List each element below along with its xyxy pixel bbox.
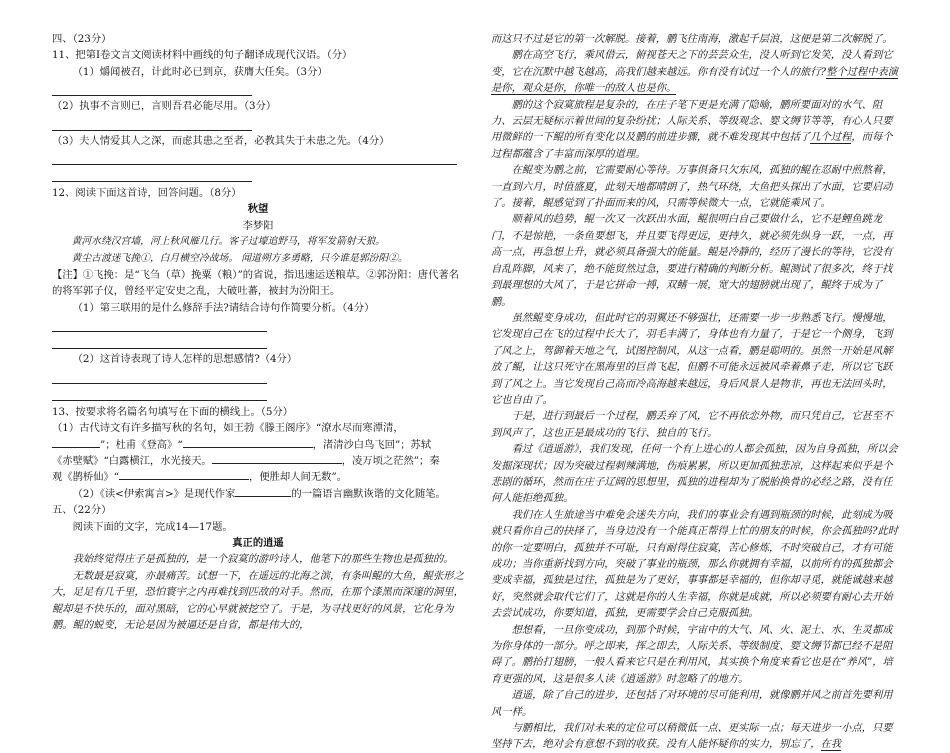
underlined-phrase: 几个过程 xyxy=(810,131,852,144)
question-12-2: （2）这首诗表现了诗人怎样的思想感情?（4分） xyxy=(72,353,298,366)
essay-paragraph: 顺着风的趋势，鲲一次又一次跃出水面，鲲很明白自己要做什么，它不是鲤鱼跳龙门，不是惊艳，一条鱼要想飞，并且要飞得更远，更持久，就必须先纵身一跃，一点，再高一点，再急想上升，就必须具备强大的能量。鲲是冷静的，经历了漫长的等待，它没有自乱阵脚，风来了，绝不能贸然过急，要进行精确的判断分析。鲲测试了很多次，终于找到最理想的大风了，于是它拼命一搏，双鳍一展，宽大的翅膀就出现了，鲲终于成为了鹏。 xyxy=(491,213,893,308)
poem-author: 李梦阳 xyxy=(242,219,274,232)
reading-instruction: 阅读下面的文字，完成14—17题。 xyxy=(72,520,233,533)
question-11: 11、把第Ⅰ卷文言文阅读材料中画线的句子翻译成现代汉语。（分） xyxy=(52,49,353,62)
question-12-1: （1）第三联用的是什么修辞手法?请结合诗句作简要分析。（4分） xyxy=(72,301,375,314)
essay-paragraph: 虽然鲲变身成功，但此时它的羽翼还不够强壮，还需要一步一步熟悉飞行。慢慢地，它发现自己在飞的过程中长大了，羽毛丰满了，身体也有力量了，于是它一个侧身，飞到了风之上，驾御着天地之气，试图控制风，从这一点看，鹏是聪明的。虽然一开始是风解放了鲲，让这只死守在黑海里的巨兽飞起，但鹏不可能永远被风牵着鼻子走，所以它飞跃到了风之上。当它发现自己高而冷高海越来越远，身后风景人是物非，再也无法回头时，它也自由了。 xyxy=(491,311,893,406)
section-four-heading: 四、（23分） xyxy=(52,33,112,45)
underlined-sentence: 整个过程中表演是你，观众是你，你唯一的敌人也是你。 xyxy=(491,65,899,95)
essay-paragraph: 无数最是寂寞，亦最痛苦。试想一下，在遥远的北海之滨，有条叫鲲的大鱼，鲲张形之大，足足有几千里，恐怕寰宇之内再难找到匹敌的对手。然而，在那个漆黑而深邃的洞里，鲲却是不快乐的，面对黑暗，它的心早就被挖空了。于是，为寻找更好的风景，它化身为鹏。鲲的蜕变，无论是因为被逼还是自省，都是伟大的， xyxy=(52,569,464,631)
essay-paragraph: 逍遥，除了自己的进步，还包括了对环境的尽可能利用，就像鹏并风之前首先要利用风一样。 xyxy=(491,689,893,718)
fill-blank[interactable] xyxy=(119,469,249,480)
essay-paragraph: 于是，进行到最后一个过程，鹏丢弃了风，它不再依恋外物，而只凭自己，它甚至不到风声了，这也正是最成功的飞行、独自的飞行。 xyxy=(491,410,893,439)
poem-note: 【注】①飞挽：是“飞刍（草）挽粟（粮）”的省说，指迅速运送粮草。②郭汾阳：唐代著名的将军郭子仪，曾经平定安史之乱，大破吐蕃，被封为汾阳王。 xyxy=(52,269,459,298)
poem-line-2: 黄尘古渡迷飞挽①，白月横空冷战场。 闻道朔方多勇略，只今谁是郭汾阳②。 xyxy=(71,252,408,264)
fill-blank[interactable] xyxy=(235,486,291,497)
section-five-heading: 五、（22分） xyxy=(52,504,112,517)
answer-line[interactable] xyxy=(52,167,252,182)
right-column xyxy=(491,31,901,751)
question-13-part-c: 《赤壁赋》“白露横江，水光接天。 ，凌万顷之茫然”；秦 xyxy=(52,454,440,467)
essay-paragraph: 看过《逍遥游》，我们发现，任何一个有上进心的人都会孤独，因为自身孤独，所以会发掘深现状；因为突破过程刺辣满地，伤痕累累，所以更加孤独悲凉，这样起来似乎是个悲剧的循环，然而在庄子辽阔的思想里，孤独的进程却为了脱胎换骨的必经之路，没有任何人能拒绝孤独。 xyxy=(491,443,898,505)
answer-line[interactable] xyxy=(52,386,267,401)
essay-paragraph: 我始终觉得庄子是孤独的，是一个寂寞的游吟诗人，他笔下的那些生物也是孤独的。 xyxy=(72,553,454,566)
answer-line[interactable] xyxy=(52,317,267,332)
poem-title: 秋望 xyxy=(247,203,269,216)
essay-paragraph: 我们在人生旅途当中难免会迷失方向，我们的事业会有遇到瓶颈的时候，此刻成为吸就只看你自己的抉择了，当身边没有一个能真正帮得上忙的朋友的时候，你会孤独吗?此时的你一定要明白，孤独并不可耻，只有耐得住寂寞，苦心修炼，不时突破自己，才有可能成功；当你重新找到方向，突破了事业的瓶颈，那么你就拥有幸福，以前所有的孤独都会变成幸福，孤独是过往，孤独是为了更好，事事都是幸福的，但你却寻觅，就能诚越来越好，突然就会取代它们了，这就是你的人生幸福，你就是成就，所以必须要有耐心去开始去尝试成功，你要知道，孤独，更需要学会自己克服孤独。 xyxy=(491,508,899,620)
essay-paragraph: 在鲲变为鹏之前，它需要耐心等待。万事俱备只欠东风，孤独的鲲在忍耐中煎熬着，一直到六月，时值盛夏，此刻天地都晴朗了，热气环绕，大鱼把头探出了水面，它要启动了。接着，鲲感觉到了扑面而来的风，只需等候微大一点，它就能乘风了。 xyxy=(491,164,893,210)
question-12: 12、阅读下面这首诗，回答问题。（8分） xyxy=(52,187,242,200)
essay-paragraph: 鹏的这个寂寞旅程是复杂的，在庄子笔下更是充满了隐喻，鹏所要面对的水气、阻力、云层无疑标示着世间的复杂纷扰；人际关系、等级观念、婴文缛节等等，有心人只要用微鲜的一下鲲的所有变化以及鹏的前进步骤，就不难发现其中包括了几个过程，而每个过程都蕴含了丰富而深厚的道理。 xyxy=(491,98,893,160)
question-11-3: （3）夫人情爱其人之深，而虑其患之至者，必教其失于未患之先。（4分） xyxy=(52,134,390,147)
essay-paragraph: 鹏在高空飞行，乘风借云，俯视苍天之下的芸芸众生，没人听到它发笑，没人看到它变，它在沉默中越飞越高，高我们越来越远。你有没有试过一个人的旅行?整个过程中表演是你，观众是你，你唯一的敌人也是你。 xyxy=(491,49,899,95)
underlined-phrase: 在我 xyxy=(820,738,842,751)
essay-title: 真正的逍遥 xyxy=(232,536,284,549)
question-13: 13、按要求将名篇名句填写在下面的横线上。（5分） xyxy=(52,405,294,418)
question-13-part-e: （2）《读<伊索寓言>》是现代作家 的一篇语言幽默诙谐的文化随笔。 xyxy=(72,487,446,500)
poem-line-1: 黄河水绕汉宫墙，河上秋风雁几行。客子过壕追野马，将军发箭射天狼。 xyxy=(71,236,386,248)
question-11-1: （1）爝闻被召，计此时必已到京，获膺大任矣。（3分） xyxy=(72,65,328,78)
essay-paragraph: 想想看，一旦你变成功，到那个时候，宇宙中的大气、风、火、泥土、水、生灵都成为你身体的一部分。呼之即来，挥之即去，人际关系、等级制度、婴文缛节都已经不是阻碍了。鹏抬打翅膀，一般人看来它只是在利用风，其实换个角度来看它也是在“养风”，培育更强的风，这是很多人读《逍遥游》时忽略了的地方。 xyxy=(491,623,893,685)
essay-paragraph: 与鹏相比，我们对未来的定位可以稍微低一点、更实际一点；每天进步一小点，只要坚持下去，绝对会有意想不到的收获。没有人能怀疑你的实力，别忘了，在我 xyxy=(491,722,893,751)
question-13-part-d: 观《鹊桥仙》“ ，便胜却人间无数”。 xyxy=(52,471,347,484)
fill-blank[interactable] xyxy=(212,453,342,464)
question-11-2: （2）执事不言则已，言则吾君必能尽用。（3分） xyxy=(52,100,277,113)
fill-blank[interactable] xyxy=(183,437,313,448)
answer-line[interactable] xyxy=(52,116,252,131)
left-column xyxy=(52,31,464,671)
question-13-part-b: ”；杜甫《登高》“ ，渚清沙白鸟飞回”；苏轼 xyxy=(52,437,464,453)
fill-blank[interactable] xyxy=(52,437,100,448)
answer-line[interactable] xyxy=(52,150,457,165)
answer-line[interactable] xyxy=(52,334,267,349)
answer-line[interactable] xyxy=(52,81,252,96)
question-13-part-a: （1）古代诗文有许多描写秋的名句，如王勃《滕王阁序》“潦水尽而寒潭清， xyxy=(52,422,404,435)
answer-line[interactable] xyxy=(52,369,267,384)
essay-paragraph: 而这只不过是它的第一次解脱。接着，鹏飞往南海，激起千层浪，这便是第二次解脱了。 xyxy=(491,33,893,45)
